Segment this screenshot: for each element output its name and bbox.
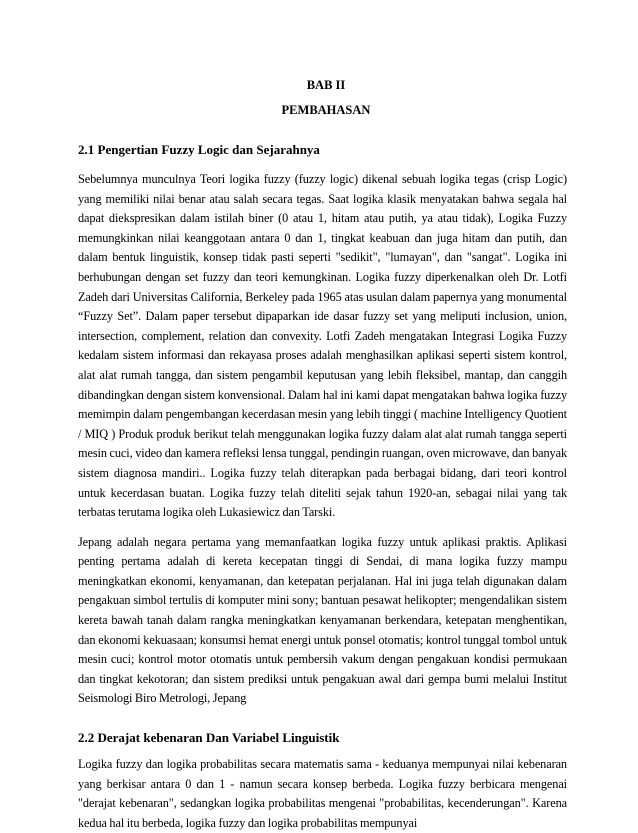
section-heading-2-2: 2.2 Derajat kebenaran Dan Variabel Linguistik (78, 730, 340, 746)
paragraph-fuzzy-definition: Sebelumnya munculnya Teori logika fuzzy (fuzzy logic) dikenal sebuah logika tegas (crisp Logic) yang memiliki nilai benar atau salah secara tegas. Saat logika klasik menyatakan bahwa segala hal dapat diekspresikan dalam istilah biner (0 atau 1, hitam atau putih, ya atau tidak), Logika Fuzzy memungkinkan nilai keanggotaan antara 0 dan 1, tingkat keabuan dan juga hitam dan putih, dan dalam bentuk linguistik, konsep tidak pasti seperti "sedikit", "lumayan", dan "sangat". Logika ini berhubungan dengan set fuzzy dan teori kemungkinan. Logika fuzzy diperkenalkan oleh Dr. Lotfi Zadeh dari Universitas California, Berkeley pada 1965 atas usulan dalam papernya yang monumental “Fuzzy Set”. Dalam paper tersebut dipaparkan ide dasar fuzzy set yang meliputi inclusion, union, intersection, complement, relation dan convexity. Lotfi Zadeh mengatakan Integrasi Logika Fuzzy kedalam sistem informasi dan rekayasa proses adalah menghasilkan aplikasi seperti sistem kontrol, alat alat rumah tangga, dan sistem pengambil keputusan yang lebih fleksibel, mantap, dan canggih dibandingkan dengan sistem konvensional. Dalam hal ini kami dapat mengatakan bahwa logika fuzzy memimpin dalam pengembangan kecerdasan mesin yang lebih tinggi ( machine Intelligency Quotient / MIQ ) Produk produk berikut telah menggunakan logika fuzzy dalam alat alat rumah tangga seperti mesin cuci, video dan kamera refleksi lensa tunggal, pendingin ruangan, oven microwave, dan banyak sistem diagnosa mandiri.. Logika fuzzy telah diterapkan pada berbagai bidang, dari teori kontrol untuk kecerdasan buatan. Logika fuzzy telah diteliti sejak tahun 1920-an, sebagai nilai yang tak terbatas terutama logika oleh Lukasiewicz dan Tarski. (78, 172, 567, 520)
chapter-number: BAB II (306, 78, 346, 92)
paragraph-truth-degree: Logika fuzzy dan logika probabilitas secara matematis sama - keduanya mempunyai nilai kebenaran yang berkisar antara 0 dan 1 - namun secara konsep berbeda. Logika fuzzy berbicara mengenai "derajat kebenaran", sedangkan logika probabilitas mengenai "probabilitas, kecenderungan". Karena kedua hal itu berbeda, logika fuzzy dan logika probabilitas mempunyai (78, 757, 567, 830)
chapter-title: PEMBAHASAN (281, 103, 371, 117)
paragraph-japan-applications: Jepang adalah negara pertama yang memanfaatkan logika fuzzy untuk aplikasi praktis. Aplikasi penting pertama adalah di kereta kecepatan tinggi di Sendai, di mana logika fuzzy mampu meningkatkan ekonomi, kenyamanan, dan ketepatan perjalanan. Hal ini juga telah digunakan dalam pengakuan simbol tertulis di komputer mini sony; bantuan pesawat helikopter; mengendalikan sistem kereta bawah tanah dalam rangka meningkatkan kenyamanan berkendara, ketepatan menghentikan, dan ekonomi kekuasaan; konsumsi hemat energi untuk ponsel otomatis; kontrol tunggal tombol untuk mesin cuci; kontrol motor otomatis untuk pembersih vakum dengan pengakuan kondisi permukaan dan tingkat kekotoran; dan sistem prediksi untuk pengakuan awal dari gempa bumi melalui Institut Seismologi Biro Metrologi, Jepang (78, 534, 567, 706)
section-heading-2-1: 2.1 Pengertian Fuzzy Logic dan Sejarahnya (78, 142, 320, 157)
